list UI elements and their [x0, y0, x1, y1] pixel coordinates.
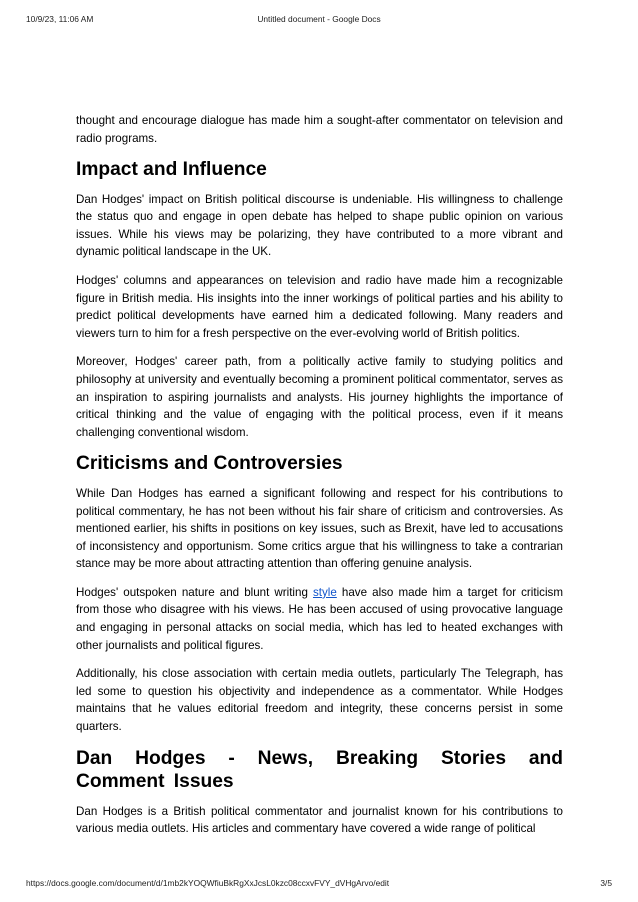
print-page-number: 3/5 [600, 878, 612, 888]
criticisms-paragraph-2-start: Hodges' outspoken nature and blunt writing [76, 585, 313, 599]
print-document-title: Untitled document - Google Docs [257, 14, 381, 24]
style-link[interactable]: style [312, 585, 337, 599]
impact-paragraph-2: Hodges' columns and appearances on television and radio have made him a recognizable figure in British media. His insights into the inner workings of political parties and his ability to predict political developments have earned him a dedicated following. Many readers and viewers turn to him for a fresh perspective on the ever-evolving world of British politics. [76, 274, 563, 340]
print-url: https://docs.google.com/document/d/1mb2kYOQWfiuBkRgXxJcsL0kzc08ccxvFVY_dVHgArvo/edit [26, 878, 390, 888]
impact-paragraph-1: Dan Hodges' impact on British political discourse is undeniable. His willingness to challenge the status quo and engage in open debate has helped to shape public opinion on various issues. While his views may be polarizing, they have contributed to a more vibrant and dynamic political landscape in the UK. [76, 192, 563, 259]
print-datetime: 10/9/23, 11:06 AM [26, 14, 94, 24]
criticisms-paragraph-2-end: have also made him a target for criticism from those who disagree with his views. He has been accused of using provocative language and engaging in personal attacks on social media, which has led to heated exchanges with other journalists and political figures. [76, 585, 563, 652]
impact-paragraph-3: Moreover, Hodges' career path, from a politically active family to studying politics and philosophy at university and eventually becoming a prominent political commentator, serves as an inspiration to aspiring journalists and analysts. His journey highlights the importance of critical thinking and the value of engaging with the political process, even if it means challenging conventional wisdom. [76, 355, 563, 439]
print-header [26, 14, 612, 26]
news-paragraph: Dan Hodges is a British political commentator and journalist known for his contributions to various media outlets. His articles and commentary have covered a wide range of political [76, 804, 563, 836]
criticisms-paragraph-3: Additionally, his close association with certain media outlets, particularly The Telegraph, has led some to question his objectivity and independence as a commentator. While Hodges maintains that he values editorial freedom and integrity, these concerns persist in some quarters. [76, 667, 563, 734]
heading-dan-hodges-news: Dan Hodges - News, Breaking Stories and Comment Issues [76, 747, 563, 793]
criticisms-paragraph-1: While Dan Hodges has earned a significant following and respect for his contributions to political commentary, he has not been without his fair share of criticism and controversies. As mentioned earlier, his shifts in positions on key issues, such as Brexit, have led to accusations of inconsistency and opportunism. Some critics argue that his willingness to take a contrarian stance may be more about attracting attention than offering genuine analysis. [76, 486, 563, 571]
document-body [76, 112, 563, 849]
heading-impact-and-influence: Impact and Influence [76, 159, 267, 181]
intro-paragraph: thought and encourage dialogue has made him a sought-after commentator on television and radio programs. [76, 114, 563, 145]
heading-criticisms-and-controversies: Criticisms and Controversies [76, 453, 343, 475]
print-footer [26, 878, 612, 890]
criticisms-paragraph-2 [76, 584, 563, 654]
